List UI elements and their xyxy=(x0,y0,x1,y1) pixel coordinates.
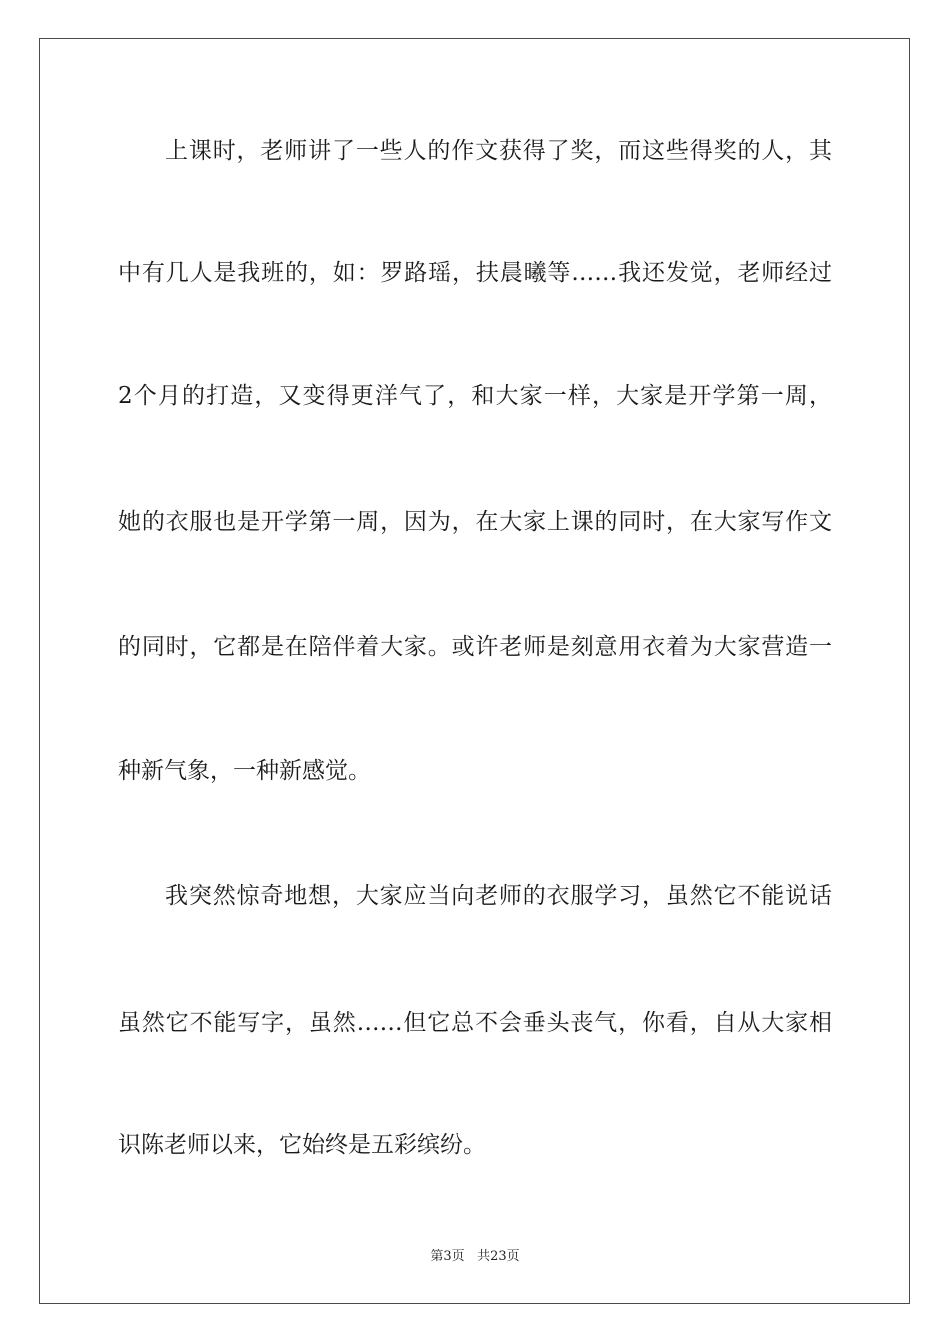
paragraph-1-line-1: 上课时，老师讲了一些人的作文获得了奖，而这些得奖的人，其 xyxy=(165,138,832,164)
paragraph-2-line-3: 识陈老师以来，它始终是五彩缤纷。 xyxy=(118,1132,486,1158)
paragraph-1-line-6: 种新气象，一种新感觉。 xyxy=(118,758,371,784)
paragraph-1-line-4: 她的衣服也是开学第一周，因为，在大家上课的同时，在大家写作文 xyxy=(118,509,832,535)
paragraph-1-line-2: 中有几人是我班的，如：罗路瑶，扶晨曦等……我还发觉，老师经过 xyxy=(118,260,832,286)
page-footer xyxy=(0,1248,950,1266)
paragraph-2-line-1: 我突然惊奇地想，大家应当向老师的衣服学习，虽然它不能说话 xyxy=(165,883,832,909)
paragraph-1-line-5: 的同时，它都是在陪伴着大家。或许老师是刻意用衣着为大家营造一 xyxy=(118,634,832,660)
paragraph-2-line-2: 虽然它不能写字，虽然……但它总不会垂头丧气，你看，自从大家相 xyxy=(118,1010,832,1036)
page-border xyxy=(39,38,910,1304)
page-total: 共23页 xyxy=(477,1249,520,1264)
paragraph-1-line-3: 2个月的打造，又变得更洋气了，和大家一样，大家是开学第一周， xyxy=(118,383,832,409)
page-number: 第3页 xyxy=(430,1249,465,1264)
